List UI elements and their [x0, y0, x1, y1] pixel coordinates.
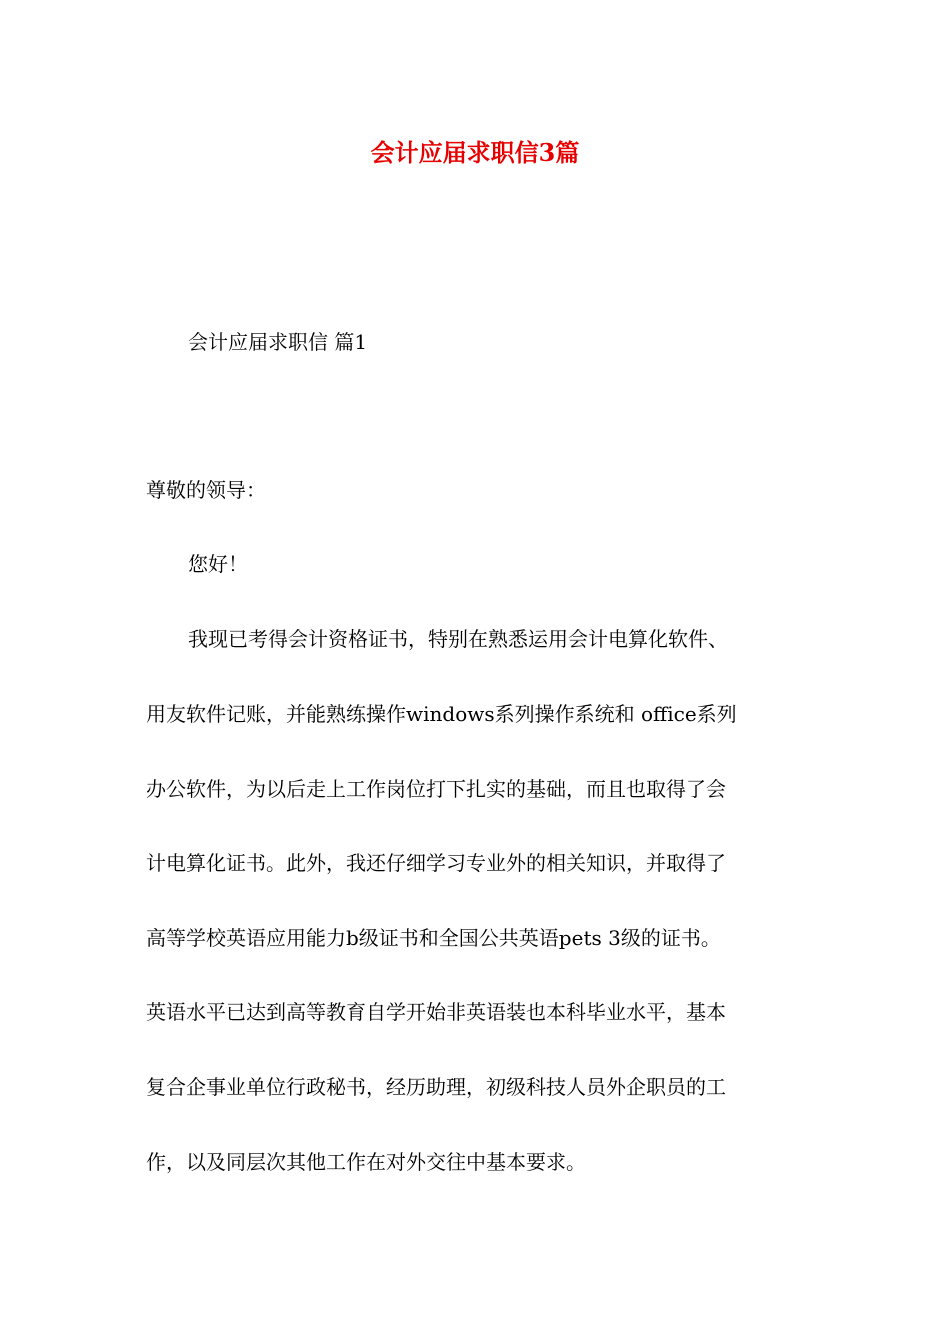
paragraph-line: 用友软件记账，并能熟练操作windows系列操作系统和 office系列 — [146, 702, 737, 726]
paragraph-line: 作，以及同层次其他工作在对外交往中基本要求。 — [146, 1150, 586, 1174]
paragraph-line: 我现已考得会计资格证书，特别在熟悉运用会计电算化软件、 — [188, 627, 728, 651]
paragraph-line: 复合企事业单位行政秘书，经历助理，初级科技人员外企职员的工 — [146, 1075, 726, 1099]
document-title: 会计应届求职信3篇 — [370, 138, 580, 167]
section-heading: 会计应届求职信 篇1 — [188, 330, 368, 354]
paragraph-line: 英语水平已达到高等教育自学开始非英语装也本科毕业水平，基本 — [146, 1000, 726, 1024]
paragraph-line: 高等学校英语应用能力b级证书和全国公共英语pets 3级的证书。 — [146, 926, 721, 950]
salutation: 尊敬的领导： — [146, 478, 266, 502]
paragraph-line: 计电算化证书。此外，我还仔细学习专业外的相关知识，并取得了 — [146, 851, 726, 875]
greeting: 您好！ — [188, 552, 248, 576]
paragraph-line: 办公软件，为以后走上工作岗位打下扎实的基础，而且也取得了会 — [146, 777, 726, 801]
